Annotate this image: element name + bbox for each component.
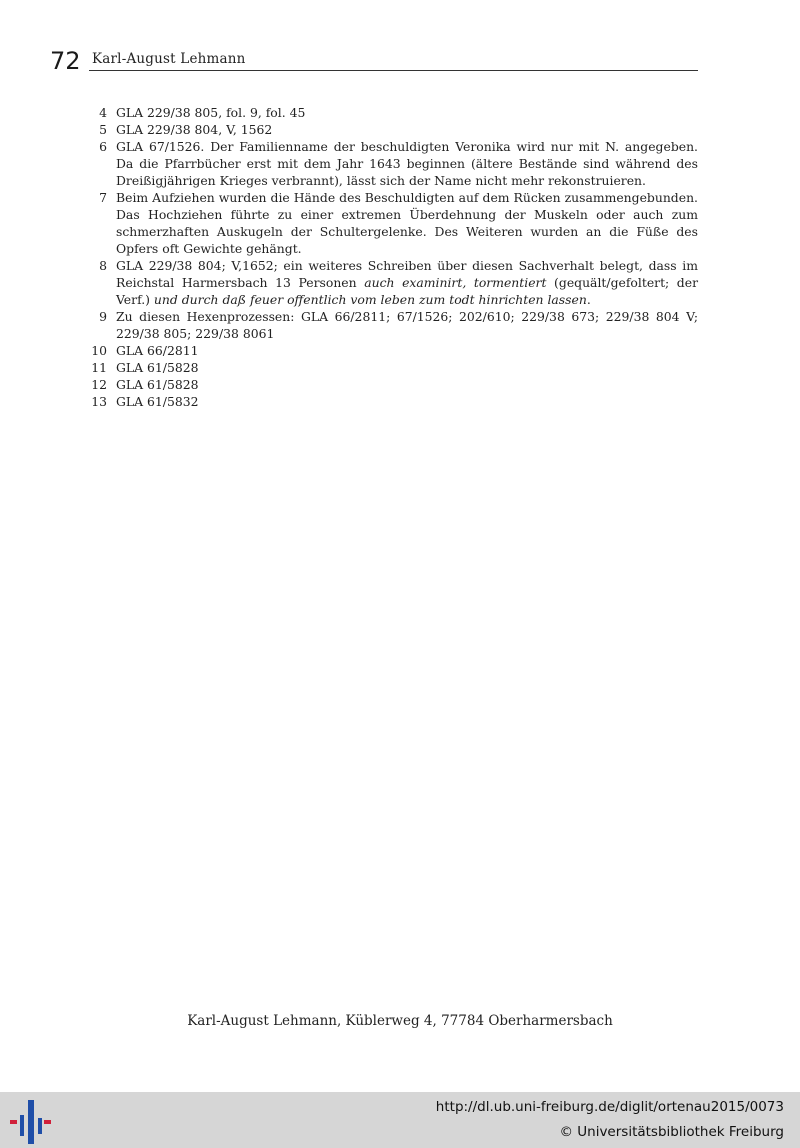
footnote-13 <box>85 393 698 410</box>
footnote-10 <box>85 342 698 359</box>
footer-copyright: © Universitätsbibliothek Freiburg <box>559 1124 784 1140</box>
footnotes <box>85 104 698 410</box>
footnote-number: 7 <box>99 190 107 205</box>
footnote-number: 5 <box>99 122 107 137</box>
footnote-number: 8 <box>99 258 107 273</box>
footnote-11 <box>85 359 698 376</box>
footnote-text: GLA 61/5828 <box>116 360 199 375</box>
footnote-text: Zu diesen Hexenprozessen: GLA 66/2811; 67/1526; 202/610; 229/38 673; 229/38 804 V; 229/38 805; 229/38 8061 <box>116 309 698 341</box>
footnote-9 <box>85 308 698 342</box>
footnote-number: 6 <box>99 139 107 154</box>
footnote-7 <box>85 189 698 257</box>
footnote-text-part: GLA 229/38 804; V,1652; ein weiteres Schreiben über diesen Sachverhalt belegt, dass im Reichstal Harmersbach 13 Personen <box>116 258 698 290</box>
footnote-number: 10 <box>91 343 107 358</box>
footnote-quote: und durch daß feuer offentlich vom leben zum todt hinrichten lassen <box>153 292 587 307</box>
footnote-text: GLA 229/38 805, fol. 9, fol. 45 <box>116 105 306 120</box>
footnote-text: GLA 61/5832 <box>116 394 199 409</box>
footnote-number: 12 <box>91 377 107 392</box>
footnote-text-part: . <box>586 292 591 307</box>
footnote-text: GLA 229/38 804, V, 1562 <box>116 122 273 137</box>
footer-url-link[interactable]: http://dl.ub.uni-freiburg.de/diglit/ortenau2015/0073 <box>435 1099 784 1115</box>
footnote-quote: auch examinirt, tormentiert <box>364 275 547 290</box>
footnote-number: 11 <box>91 360 107 375</box>
footnote-text-part: (gequält/gefoltert; der Verf.) <box>116 275 698 307</box>
footnote-text: GLA 61/5828 <box>116 377 199 392</box>
footnote-number: 4 <box>99 105 107 120</box>
footnote-text: Beim Aufziehen wurden die Hände des Beschuldigten auf dem Rücken zusammengebunden. Das Hochziehen führte zu einer extremen Überdehnung der Muskeln oder auch zum schmerzhaften Auskugeln der Schultergelenke. Des Weiteren wurden an die Füße des Opfers oft Gewichte gehängt. <box>116 190 698 256</box>
footnote-12 <box>85 376 698 393</box>
header-rule <box>89 70 698 71</box>
footnote-text <box>116 257 698 308</box>
footnote-6 <box>85 138 698 189</box>
running-head: Karl-August Lehmann <box>92 51 246 67</box>
footnote-4 <box>85 104 698 121</box>
footnote-text: GLA 67/1526. Der Familienname der beschuldigten Veronika wird nur mit N. angegeben. Da die Pfarrbücher erst mit dem Jahr 1643 beginnen (ältere Bestände sind während des Dreißigjährigen Krieges verbrannt), lässt sich der Name nicht mehr rekonstruieren. <box>116 139 698 188</box>
author-address: Karl-August Lehmann, Küblerweg 4, 77784 Oberharmersbach <box>187 1013 613 1029</box>
ub-freiburg-logo-icon <box>8 1100 52 1144</box>
footnote-number: 9 <box>99 309 107 324</box>
footnote-8 <box>85 257 698 308</box>
footnote-text: GLA 66/2811 <box>116 343 199 358</box>
footnote-number: 13 <box>91 394 107 409</box>
footer-bar <box>0 1092 800 1148</box>
page-number: 72 <box>50 47 81 75</box>
footnote-5 <box>85 121 698 138</box>
